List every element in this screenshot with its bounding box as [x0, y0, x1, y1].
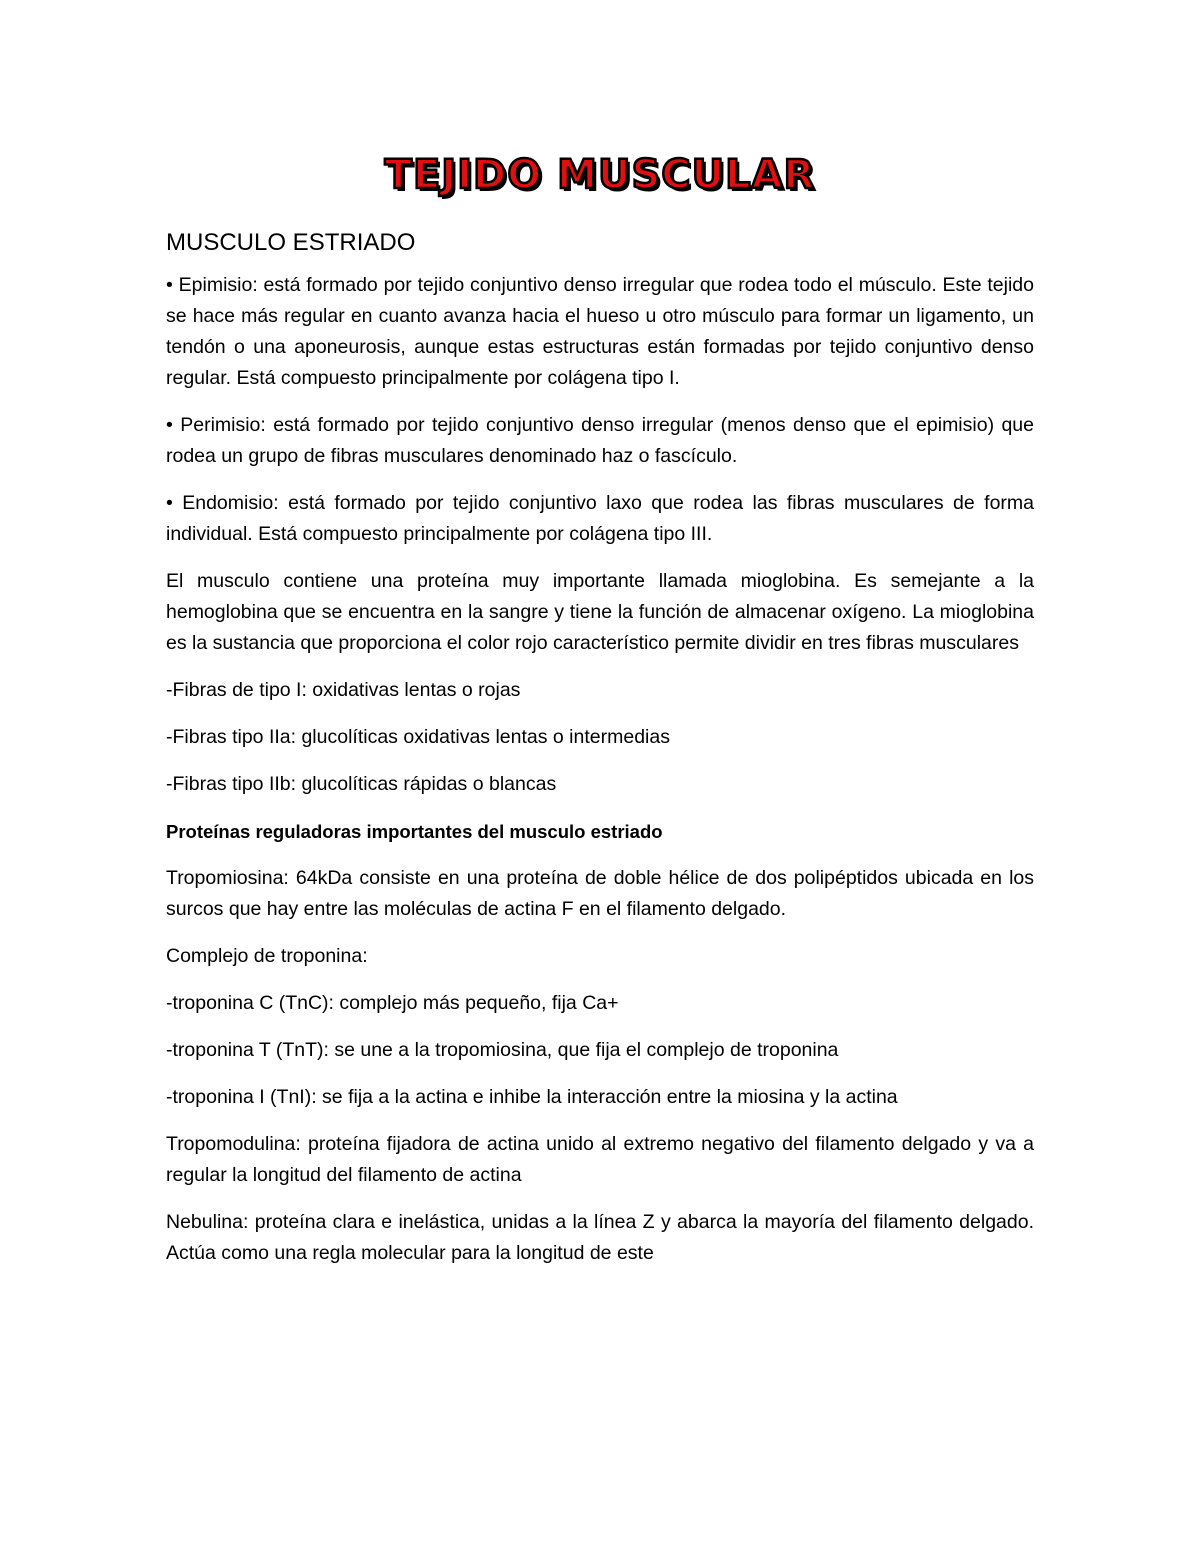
subheading-proteinas-reguladoras: Proteínas reguladoras importantes del musculo estriado	[166, 821, 663, 842]
list-item-fibras-tipo-iia: -Fibras tipo IIa: glucolíticas oxidativas lentas o intermedias	[166, 726, 670, 748]
paragraph-mioglobina: El musculo contiene una proteína muy importante llamada mioglobina. Es semejante a la hemoglobina que se encuentra en la sangre y tiene la función de almacenar oxígeno. La mioglobina es la sustancia que proporciona el color rojo característico permite dividir en tres fibras musculares	[166, 570, 1034, 654]
paragraph-tropomiosina: Tropomiosina: 64kDa consiste en una proteína de doble hélice de dos polipéptidos ubicada en los surcos que hay entre las moléculas de actina F en el filamento delgado.	[166, 867, 1034, 920]
list-item-troponina-c: -troponina C (TnC): complejo más pequeño, fija Ca+	[166, 992, 619, 1014]
list-item-troponina-t: -troponina T (TnT): se une a la tropomiosina, que fija el complejo de troponina	[166, 1039, 839, 1061]
document-body	[166, 228, 1034, 1285]
paragraph-nebulina: Nebulina: proteína clara e inelástica, unidas a la línea Z y abarca la mayoría del filamento delgado. Actúa como una regla molecular para la longitud de este	[166, 1211, 1034, 1264]
paragraph-endomisio: • Endomisio: está formado por tejido conjuntivo laxo que rodea las fibras musculares de forma individual. Está compuesto principalmente por colágena tipo III.	[166, 492, 1034, 545]
paragraph-tropomodulina: Tropomodulina: proteína fijadora de actina unido al extremo negativo del filamento delgado y va a regular la longitud del filamento de actina	[166, 1133, 1034, 1186]
list-item-troponina-i: -troponina I (TnI): se fija a la actina e inhibe la interacción entre la miosina y la actina	[166, 1086, 898, 1108]
list-item-fibras-tipo-iib: -Fibras tipo IIb: glucolíticas rápidas o blancas	[166, 773, 557, 795]
document-title: TEJIDO MUSCULAR	[384, 152, 816, 198]
list-item-fibras-tipo-i: -Fibras de tipo I: oxidativas lentas o rojas	[166, 679, 521, 701]
section-heading: MUSCULO ESTRIADO	[166, 229, 416, 256]
paragraph-perimisio: • Perimisio: está formado por tejido conjuntivo denso irregular (menos denso que el epimisio) que rodea un grupo de fibras musculares denominado haz o fascículo.	[166, 414, 1034, 467]
paragraph-complejo-troponina: Complejo de troponina:	[166, 945, 368, 967]
paragraph-epimisio: • Epimisio: está formado por tejido conjuntivo denso irregular que rodea todo el músculo. Este tejido se hace más regular en cuanto avanza hacia el hueso u otro músculo para formar un ligamento, un tendón o una aponeurosis, aunque estas estructuras están formadas por tejido conjuntivo denso regular. Está compuesto principalmente por colágena tipo I.	[166, 274, 1034, 389]
